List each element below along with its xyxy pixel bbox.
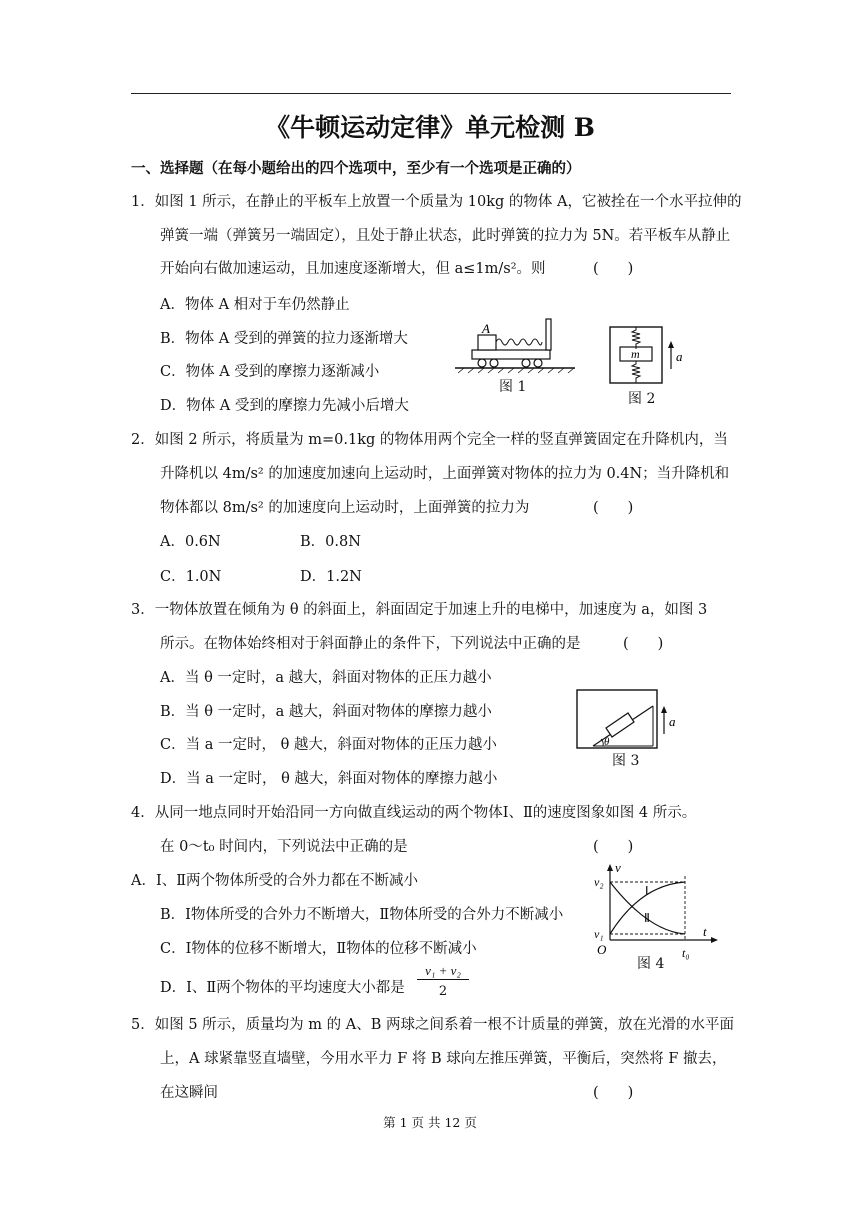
q4-answer-blank: ( ) [593, 839, 634, 855]
q3-option-b: B．当 θ 一定时，a 越大，斜面对物体的摩擦力越小 [160, 704, 492, 720]
q4-fraction-numerator: v₁ + v₂ [417, 963, 469, 980]
q3-answer-blank: ( ) [623, 636, 664, 652]
q1-line3: 开始向右做加速运动，且加速度逐渐增大，但 a≤1m/s²。则 [160, 261, 546, 277]
q4-fraction-denominator: 2 [438, 984, 448, 999]
fig1-label-a: A [482, 321, 490, 336]
q3-option-a: A．当 θ 一定时，a 越大，斜面对物体的正压力越小 [160, 670, 492, 686]
figure-3-caption: 图 3 [612, 753, 640, 769]
q4-line1: 4．从同一地点同时开始沿同一方向做直线运动的两个物体Ⅰ、Ⅱ的速度图象如图 4 所示。 [131, 805, 697, 821]
q2-option-b: B．0.8N [300, 534, 361, 550]
q2-option-a: A．0.6N [160, 534, 221, 550]
q1-option-b: B．物体 A 受到的弹簧的拉力逐渐增大 [160, 331, 408, 347]
fig4-curve-i-label: Ⅰ [645, 884, 649, 898]
section-heading: 一、选择题（在每小题给出的四个选项中，至少有一个选项是正确的） [131, 160, 581, 177]
q3-option-c: C．当 a 一定时， θ 越大，斜面对物体的正压力越小 [160, 737, 497, 753]
q1-line1: 1．如图 1 所示，在静止的平板车上放置一个质量为 10kg 的物体 A，它被拴在一个水平拉伸的 [131, 194, 742, 210]
figure-3-incline [575, 688, 685, 750]
fig4-curve-ii-label: Ⅱ [644, 911, 650, 925]
q1-option-a: A．物体 A 相对于车仍然静止 [160, 297, 350, 313]
fig3-theta-label: θ [604, 736, 610, 748]
q4-option-d-text: D．Ⅰ、Ⅱ两个物体的平均速度大小都是 [160, 980, 405, 996]
q2-line3: 物体都以 8m/s² 的加速度向上运动时，上面弹簧的拉力为 [160, 500, 530, 516]
page-title: 《牛顿运动定律》单元检测 B [265, 113, 595, 142]
q1-line2: 弹簧一端（弹簧另一端固定），且处于静止状态，此时弹簧的拉力为 5N。若平板车从静止 [160, 228, 731, 244]
q2-answer-blank: ( ) [593, 500, 634, 516]
fig2-mass-label: m [631, 347, 640, 361]
q5-answer-blank: ( ) [593, 1085, 634, 1101]
q4-option-b: B．Ⅰ物体所受的合外力不断增大，Ⅱ物体所受的合外力不断减小 [160, 907, 564, 923]
fig4-origin-label: O [597, 942, 607, 957]
q5-line3: 在这瞬间 [160, 1085, 218, 1101]
q3-option-d: D．当 a 一定时， θ 越大，斜面对物体的摩擦力越小 [160, 771, 498, 787]
figure-2-caption: 图 2 [628, 391, 656, 407]
q2-option-d: D．1.2N [300, 569, 362, 585]
q3-line1: 3．一物体放置在倾角为 θ 的斜面上，斜面固定于加速上升的电梯中，加速度为 a，如图 3 [131, 602, 708, 618]
fig4-v-axis-label: v [615, 860, 621, 875]
q2-line2: 升降机以 4m/s² 的加速度加速向上运动时，上面弹簧对物体的拉力为 0.4N；当升降机和 [160, 466, 730, 482]
fig4-t-axis-label: t [703, 924, 707, 939]
q1-option-d: D．物体 A 受到的摩擦力先减小后增大 [160, 398, 409, 414]
fig2-accel-label: a [676, 349, 683, 364]
q4-line2: 在 0～t₀ 时间内，下列说法中正确的是 [160, 839, 408, 855]
figure-4-caption: 图 4 [637, 956, 665, 972]
q5-line1: 5．如图 5 所示，质量均为 m 的 A、B 两球之间系着一根不计质量的弹簧，放在光滑的水平面 [131, 1017, 734, 1033]
page-footer: 第 1 页 共 12 页 [383, 1115, 477, 1130]
figure-1-caption: 图 1 [499, 379, 527, 395]
q3-line2: 所示。在物体始终相对于斜面静止的条件下，下列说法中正确的是 [160, 636, 581, 652]
q4-option-a: A．Ⅰ、Ⅱ两个物体所受的合外力都在不断减小 [131, 873, 419, 889]
q1-answer-blank: ( ) [593, 261, 634, 277]
figure-2-elevator [608, 325, 693, 385]
fig4-v1-label: v₁ [594, 927, 604, 941]
fig4-v2-label: v₂ [594, 875, 604, 889]
q5-line2: 上，A 球紧靠竖直墙壁，今用水平力 F 将 B 球向左推压弹簧，平衡后，突然将 F 撤去， [160, 1051, 727, 1067]
figure-4-velocity-graph [590, 862, 720, 960]
fig4-t0-label: t₀ [682, 946, 690, 960]
q4-option-c: C．Ⅰ物体的位移不断增大，Ⅱ物体的位移不断减小 [160, 941, 477, 957]
q2-option-c: C．1.0N [160, 569, 222, 585]
header-rule [131, 93, 731, 94]
fig3-accel-label: a [669, 714, 676, 729]
q2-line1: 2．如图 2 所示，将质量为 m=0.1kg 的物体用两个完全一样的竖直弹簧固定在升降机内，当 [131, 432, 728, 448]
q1-option-c: C．物体 A 受到的摩擦力逐渐减小 [160, 364, 380, 380]
